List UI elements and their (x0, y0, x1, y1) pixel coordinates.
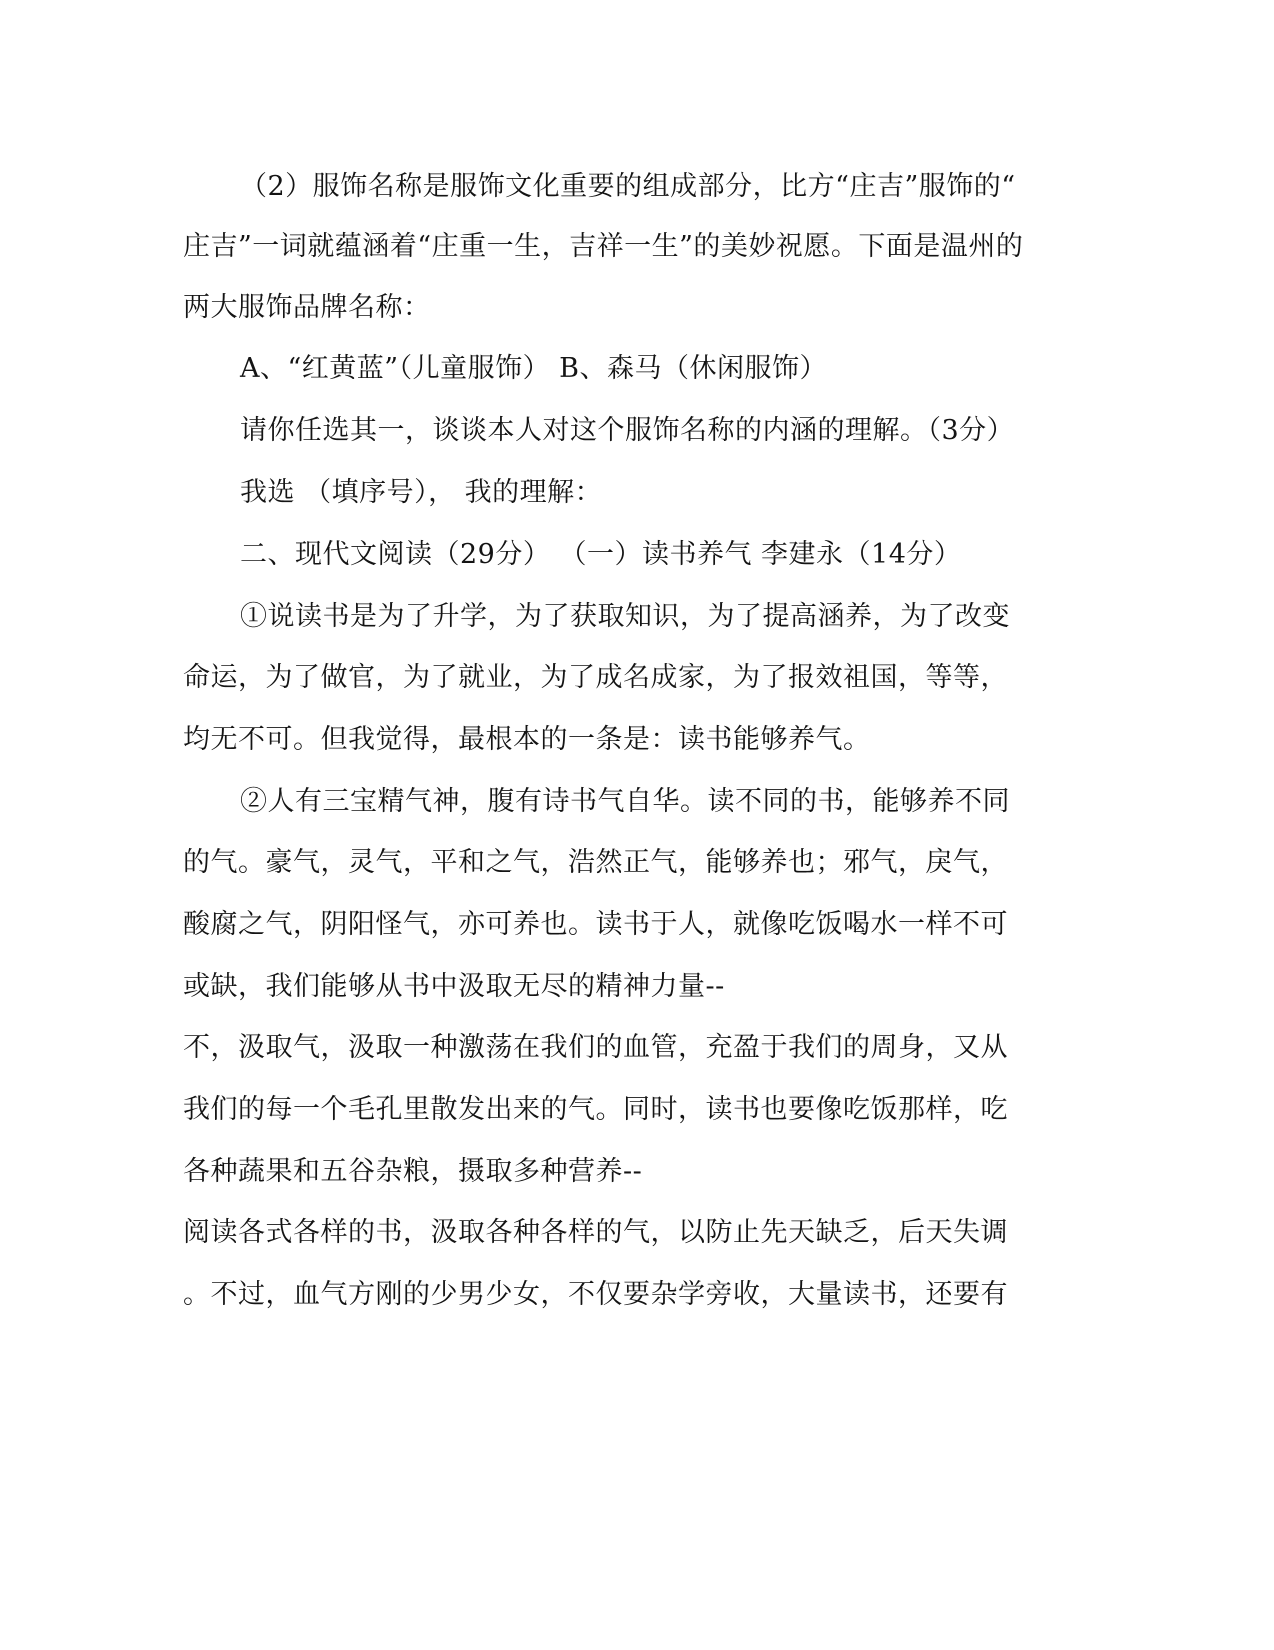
text-line: 不，汲取气，汲取一种激荡在我们的血管，充盈于我们的周身，又从 (183, 1032, 1008, 1063)
text-line: 阅读各式各样的书，汲取各种各样的气，以防止先天缺乏，后天失调 (183, 1217, 1008, 1248)
text-line: 命运，为了做官，为了就业，为了成名成家，为了报效祖国，等等， (183, 662, 1008, 693)
text-line: ①说读书是为了升学，为了获取知识，为了提高涵养，为了改变 (240, 601, 1010, 632)
text-line: 酸腐之气，阴阳怪气，亦可养也。读书于人，就像吃饭喝水一样不可 (183, 909, 1008, 940)
text-line: 均无不可。但我觉得，最根本的一条是：读书能够养气。 (183, 724, 871, 755)
text-line: 。不过，血气方刚的少男少女，不仅要杂学旁收，大量读书，还要有 (183, 1279, 1008, 1310)
text-line: 的气。豪气，灵气，平和之气，浩然正气，能够养也；邪气，戾气， (183, 847, 1008, 878)
text-line: 两大服饰品牌名称： (183, 292, 431, 323)
text-line: （2）服饰名称是服饰文化重要的组成部分，比方“庄吉”服饰的“ (240, 171, 1016, 202)
text-line: 请你任选其一，谈谈本人对这个服饰名称的内涵的理解。（3分） (240, 415, 1015, 446)
text-line: 我们的每一个毛孔里散发出来的气。同时，读书也要像吃饭那样，吃 (183, 1094, 1008, 1125)
text-line: 我选 （填序号）， 我的理解： (240, 477, 603, 508)
text-line: A、“红黄蓝”（儿童服饰） B、森马（休闲服饰） (240, 353, 828, 384)
text-line: ②人有三宝精气神，腹有诗书气自华。读不同的书，能够养不同 (240, 786, 1010, 817)
section-heading: 二、现代文阅读（29分） （一）读书养气 李建永（14分） (240, 539, 962, 570)
text-line: 各种蔬果和五谷杂粮，摄取多种营养-- (183, 1156, 643, 1187)
text-line: 庄吉”一词就蕴涵着“庄重一生，吉祥一生”的美妙祝愿。下面是温州的 (183, 231, 1024, 262)
text-line: 或缺，我们能够从书中汲取无尽的精神力量-- (183, 971, 725, 1002)
